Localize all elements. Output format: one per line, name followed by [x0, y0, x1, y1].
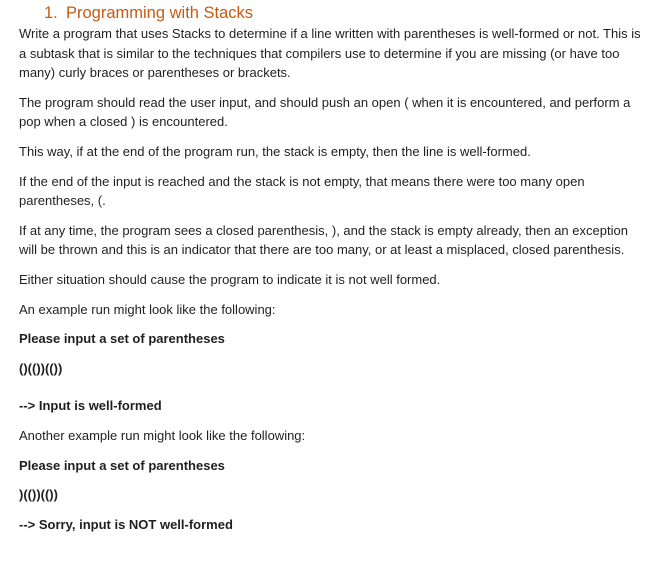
paragraph-too-many-open: If the end of the input is reached and the stack is not empty, that means there were too many open parentheses, (.: [19, 173, 585, 209]
example2-result: --> Sorry, input is NOT well-formed: [19, 516, 233, 532]
paragraph-example-intro: An example run might look like the following:: [19, 301, 276, 317]
example1-input: ()(())(()): [19, 360, 63, 376]
section-heading: [44, 2, 645, 24]
paragraph-not-well-formed: Either situation should cause the program to indicate it is not well formed.: [19, 271, 441, 287]
paragraph-intro: Write a program that uses Stacks to determine if a line written with parentheses is well-formed or not. This is a subtask that is similar to the techniques that compilers use to determine if you are missing (or have too many) curly braces or parentheses or brackets.: [19, 26, 641, 81]
heading-number: 1.: [44, 4, 58, 22]
example2-prompt: Please input a set of parentheses: [19, 457, 225, 473]
example1-prompt: Please input a set of parentheses: [19, 331, 225, 347]
heading-title: Programming with Stacks: [66, 4, 254, 22]
paragraph-push-pop: The program should read the user input, and should push an open ( when it is encountered, and perform a pop when a closed ) is encountered.: [19, 94, 631, 130]
example1-result: --> Input is well-formed: [19, 398, 162, 414]
paragraph-empty-stack: This way, if at the end of the program run, the stack is empty, then the line is well-formed.: [19, 143, 531, 159]
paragraph-exception: If at any time, the program sees a closed parenthesis, ), and the stack is empty already, then an exception will be thrown and this is an indicator that there are too many, or at least a misplaced, closed parenthesis.: [19, 222, 628, 258]
document-page: [19, 0, 645, 534]
example2-input: )(())(()): [19, 487, 58, 503]
paragraph-another-example: Another example run might look like the following:: [19, 427, 306, 443]
